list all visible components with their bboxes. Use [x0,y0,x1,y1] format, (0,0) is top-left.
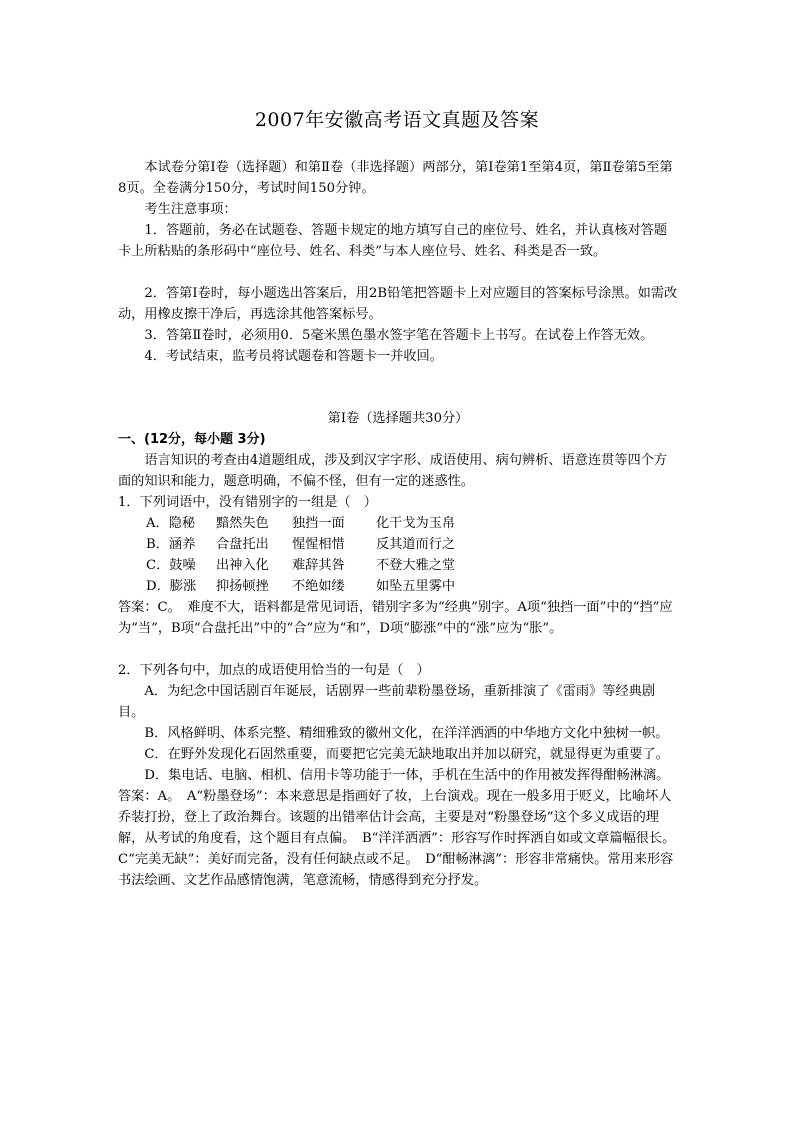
notice-item-2: 2．答第Ⅰ卷时，每小题选出答案后，用2B铅笔把答题卡上对应题目的答案标号涂黑。如需改动，用橡皮擦干净后，再选涂其他答案标号。 [118,286,678,322]
part-description: 语言知识的考查由4道题组成，涉及到汉字字形、成语使用、病句辨析、语意连贯等四个方面的知识和能力，题意明确，不偏不怪，但有一定的迷惑性。 [118,453,668,489]
question-2-stem: 2．下列各句中，加点的成语使用恰当的一句是（ ） [118,663,430,678]
question-2-option-a: A．为纪念中国话剧百年诞辰，话剧界一些前辈粉墨登场，重新排演了《雷雨》等经典剧目。 [118,684,656,720]
question-1-stem: 1．下列词语中，没有错别字的一组是（ ） [118,495,377,510]
notice-item-4: 4．考试结束，监考员将试题卷和答题卡一并收回。 [144,349,443,364]
question-2-option-c: C．在野外发现化石固然重要，而要把它完美无缺地取出并加以研究，就显得更为重要了。 [144,747,669,762]
question-1-option-c: C．鼓噪 出神入化 难辞其咎 不登大雅之堂 [146,558,456,573]
question-2-answer: 答案：A。 A“粉墨登场”：本来意思是指画好了妆，上台演戏。现在一般多用于贬义，比喻坏人乔装打扮，登上了政治舞台。该题的出错率估计会高，主要是对“粉墨登场”这个多义成语的理解，从考试的角度看，这个题目有点偏。 B“洋洋洒洒”：形容写作时挥洒自如或文章篇幅很长。 C“完美无缺”：美好而完备，没有任何缺点或不足。 D“酣畅淋漓”：形容非常痛快。常用来形容书法绘画、文艺作品感情饱满，笔意流畅，情感得到充分抒发。 [118,789,682,888]
question-1-option-b: B．涵养 合盘托出 惺惺相惜 反其道而行之 [146,537,456,552]
intro-section [118,157,678,367]
notice-heading: 考生注意事项： [144,202,237,217]
intro-paragraph: 本试卷分第Ⅰ卷（选择题）和第Ⅱ卷（非选择题）两部分，第Ⅰ卷第1至第4页，第Ⅱ卷第5至第8页。全卷满分150分，考试时间150分钟。 [118,160,673,196]
section-1 [118,408,682,891]
page-title: 2007年安徽高考语文真题及答案 [254,109,540,131]
question-2-option-b: B．风格鲜明、体系完整、精细雅致的徽州文化，在洋洋洒洒的中华地方文化中独树一帜。 [144,726,669,741]
question-1-option-a: A．隐秘 黯然失色 独挡一面 化干戈为玉帛 [146,516,456,531]
part-title: 一、(12分，每小题 3分) [118,432,266,447]
notice-item-3: 3．答第Ⅱ卷时，必须用0．5毫米黑色墨水签字笔在答题卡上书写。在试卷上作答无效。 [144,328,654,343]
section-heading: 第Ⅰ卷（选择题共30分） [327,411,469,426]
question-1-option-d: D．膨涨 抑扬顿挫 不绝如缕 如坠五里雾中 [146,579,456,594]
notice-item-1: 1．答题前，务必在试题卷、答题卡规定的地方填写自己的座位号、姓名，并认真核对答题卡上所粘贴的条形码中“座位号、姓名、科类”与本人座位号、姓名、科类是否一致。 [118,223,668,259]
question-2-option-d: D．集电话、电脑、相机、信用卡等功能于一体，手机在生活中的作用被发挥得酣畅淋漓。 [144,768,670,783]
question-1-answer: 答案：C。 难度不大，语料都是常见词语，错别字多为“经典”别字。A项“独挡一面”中的“挡”应为“当”，B项“合盘托出”中的“合”应为“和”，D项“膨涨”中的“涨”应为“胀”。 [118,600,673,636]
